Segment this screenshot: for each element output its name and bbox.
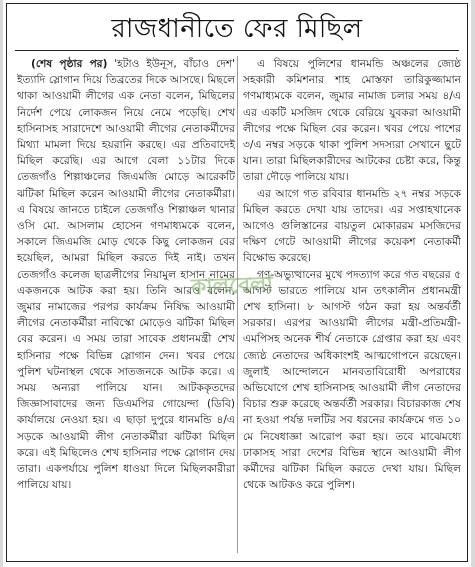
article-column-right [243, 56, 461, 555]
continuation-lead: (শেষ পৃষ্ঠার পর) [31, 58, 108, 70]
headline-rule [15, 50, 459, 51]
scan-edge-right [471, 0, 475, 567]
publisher-watermark: কালবেলা [190, 272, 274, 301]
newspaper-clipping [6, 3, 468, 562]
paragraph-text: 'হটাও ইউনূস, বাঁচাও দেশ' ইত্যাদি স্লোগান দিয়ে তিব্রতের দিকে আসছে। মিছলে থাকা আওয়ামী লীগের এক নেতা বলেন, মিছিলের নির্দেশ পেয়ে লোকজন নিয়ে নেমে পড়েছি। শেখ হাসিনাসহ সারাদেশে আওয়ামী লীগের নেতাকর্মীদের মিথ্যা মামলা দিয়ে হয়রানি করছে। এর প্রতিবাদেই মিছিল করেছি। এর আগে বেলা ১১টার দিকে তেজগাঁও শিল্পাঞ্চলের জিএমজি মোড়ে আরেকটি ঝটিকা মিছিল করেন আওয়ামী লীগের নেতাকর্মীরা। এ বিষয়ে জানতে চাইলে তেজগাঁও শিল্পাঞ্চল থানার ওসি মো. আসলাম হোসেন গণমাধ্যমকে বলেন, সকালে জিএমজি মোড় থেকে কিছু লোকজন বের হয়েছিল, আমরা মিছিল করতে দিই নাই। তখন তেজগাঁও কলেজ ছাত্রলীগের নিয়ামুল হাসান নামের একজনকে আটক করা হয়। তিনি আরও বলেন, জুমার নামাজের পরপর কার্যক্রম নিষিদ্ধ আওয়ামী লীগের নেতাকর্মীরা নাবিস্কো মোড়েও ঝটিকা মিছিল বের করেন। এ সময় তারা সাবেক প্রধানমন্ত্রী শেখ হাসিনার পক্ষে বিভিন্ন স্লোগান দেন। খবর পেয়ে পুলিশ ঘটনাস্থল থেকে সাতজনকে আটক করে। এ সময় অন্যরা পালিয়ে যান। আটককৃতদের জিজ্ঞাসাবাদের জন্য ডিএমপির গোয়েন্দা (ডিবি) কার্যালয়ে নেওয়া হয়। এ ছাড়া দুপুরে ধানমন্ডি ৪/এ সড়কে আওয়ামী লীগ নেতাকর্মীরা ঝটিকা মিছিল করে। এই মিছিলেও শেখ হাসিনার পক্ষে স্লোগান দেয় তারা। একপর্যায়ে পুলিশ ধাওয়া দিলে মিছিলকারীরা পালিয়ে যায়। [17, 58, 235, 492]
article-headline: রাজধানীতে ফের মিছিল [111, 14, 363, 44]
article-column-left [17, 56, 235, 555]
article-paragraph: এর আগে গত রবিবার ধানমন্ডি ২৭ নম্বর সড়কে মিছিল করতে দেখা যায় তাদের। এর সপ্তাহখানেক আগেও গুলিস্তানের বায়তুল মোকাররম মসজিদের দক্ষিণ গেটে আওয়ামী লীগের কয়েকশ নেতাকর্মী বিক্ষোভ করেছে। [243, 187, 461, 265]
scan-edge-left [0, 0, 3, 567]
article-paragraph: এ বিষয়ে পুলিশের ধানমন্ডি অঞ্চলের জ্যেষ্ঠ সহকারী কমিশনার শাহ মোস্তফা তারিকুজ্জামান গণমাধ্যমকে বলেন, জুমার নামাজ চলার সময় ৪/এ এর একটি মসজিদ থেকে বেরিয়ে যুবকরা আওয়ামী লীগের পক্ষে মিছিল বের করেন। খবর পেয়ে পাশের ৩/এ নম্বর সড়কে থাকা পুলিশ সদস্যরা সেখানে ছুটে যান। তারা মিছিলকারীদের আটকের চেষ্টা করে, কিন্তু তারা দৌড়ে পালিয়ে যায়। [243, 58, 461, 184]
article-paragraph [17, 56, 235, 493]
article-paragraph: গণ-অভ্যুত্থানের মুখে পদত্যাগ করে গত বছরের ৫ আগস্ট ভারতে পালিয়ে যান তৎকালীন প্রধানমন্ত্রী শেখ হাসিনা। ৮ আগস্ট গঠন করা হয় অন্তর্বর্তী সরকার। এরপর আওয়ামী লীগের মন্ত্রী-প্রতিমন্ত্রী-এমপিসহ অনেক শীর্ষ নেতাকে গ্রেপ্তার করা হয় এবং জ্যেষ্ঠ নেতাদের অধিকাংশই আত্মগোপনে রয়েছেন। জুলাই আন্দোলনে মানবতাবিরোধী অপরাধের অভিযোগে শেখ হাসিনাসহ আওয়ামী লীগ নেতাদের বিচার শুরু করেছে অন্তর্বর্তী সরকার। বিচারকাজ শেষ না হওয়া পর্যন্ত দলটির সব ধরনের কার্যক্রমে গত ১০ মে নিষেধাজ্ঞা আরোপ করা হয়। তবে মাঝেমধ্যে ঢাকাসহ সারা দেশের বিভিন্ন স্থানে আওয়ামী লীগ কর্মীদের ঝটিকা মিছিল করতে দেখা যায়। মিছিল থেকে আটকও করে পুলিশ। [243, 268, 461, 492]
column-divider [237, 56, 238, 553]
